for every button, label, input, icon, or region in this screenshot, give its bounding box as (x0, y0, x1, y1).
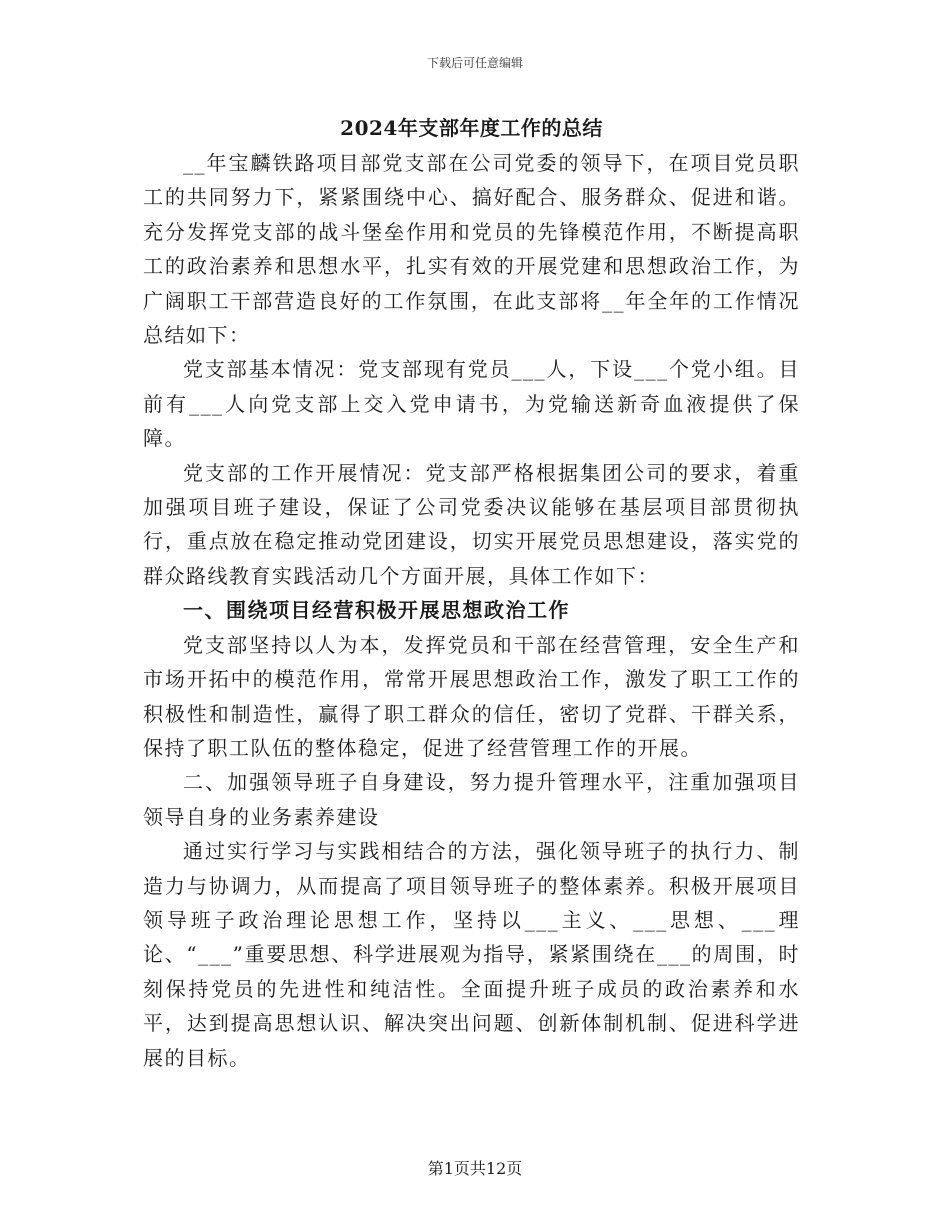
section1-body: 党支部坚持以人为本，发挥党员和干部在经营管理，安全生产和市场开拓中的模范作用，常常开展思想政治工作，激发了职工工作的积极性和制造性，赢得了职工群众的信任，密切了党群、干群关系，保持了职工队伍的整体稳定，促进了经营管理工作的开展。 (143, 632, 800, 760)
intro-paragraph: __年宝麟铁路项目部党支部在公司党委的领导下，在项目党员职工的共同努力下，紧紧围绕中心、搞好配合、服务群众、促进和谐。充分发挥党支部的战斗堡垒作用和党员的先锋模范作用，不断提高职工的政治素养和思想水平，扎实有效的开展党建和思想政治工作，为广阔职工干部营造良好的工作氛围，在此支部将__年全年的工作情况总结如下： (143, 151, 800, 348)
basic-info-paragraph: 党支部基本情况：党支部现有党员___人，下设___个党小组。目前有___人向党支部上交入党申请书，为党输送新奇血液提供了保障。 (143, 357, 800, 451)
section2-body: 通过实行学习与实践相结合的方法，强化领导班子的执行力、制造力与协调力，从而提高了项目领导班子的整体素养。积极开展项目领导班子政治理论思想工作，坚持以___主义、___思想、___理论、“___”重要思想、科学进展观为指导，紧紧围绕在___的周围，时刻保持党员的先进性和纯洁性。全面提升班子成员的政治素养和水平，达到提高思想认识、解决突出问题、创新体制机制、促进科学进展的目标。 (143, 839, 800, 1070)
header-note: 下载后可任意编辑 (426, 56, 523, 70)
section1-heading: 一、围绕项目经营积极开展思想政治工作 (183, 598, 570, 623)
work-overview-paragraph: 党支部的工作开展情况：党支部严格根据集团公司的要求，着重加强项目班子建设，保证了公司党委决议能够在基层项目部贯彻执行，重点放在稳定推动党团建设，切实开展党员思想建设，落实党的群众路线教育实践活动几个方面开展，具体工作如下： (143, 460, 800, 588)
section2-heading: 二、加强领导班子自身建设，努力提升管理水平，注重加强项目领导自身的业务素养建设 (143, 770, 800, 829)
document-body (143, 110, 800, 1075)
document-title: 2024年支部年度工作的总结 (340, 116, 603, 140)
page-number-footer: 第1页共12页 (427, 1159, 523, 1178)
